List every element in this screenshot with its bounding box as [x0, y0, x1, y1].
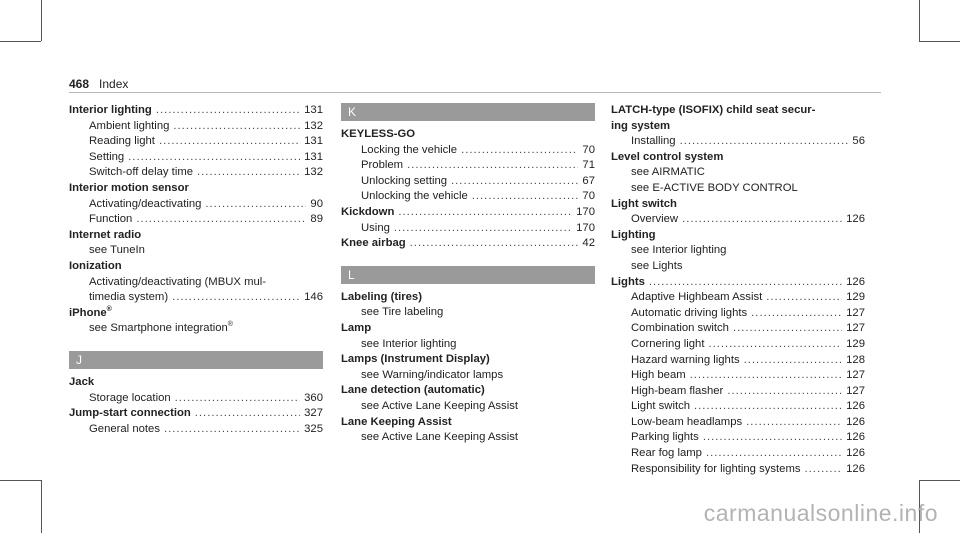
index-subentry: Overview ..... 126	[611, 212, 865, 228]
section-title: Index	[99, 77, 129, 91]
page-link[interactable]: 127	[846, 369, 865, 382]
index-subentry: Setting ..... 131	[69, 150, 323, 166]
index-subentry: Switch-off delay time ..... 132	[69, 165, 323, 181]
page-link[interactable]: 90	[310, 197, 323, 210]
letter-heading-k: K	[341, 103, 595, 121]
index-entry-lane-keeping: Lane Keeping Assist	[341, 415, 452, 428]
see-reference[interactable]: see Interior lighting	[361, 337, 457, 350]
page-link[interactable]: 129	[846, 291, 865, 304]
page-link[interactable]: 127	[846, 306, 865, 319]
page-link[interactable]: 67	[582, 174, 595, 187]
page-link[interactable]: 127	[846, 322, 865, 335]
index-entry-keyless-go: KEYLESS-GO	[341, 128, 416, 140]
page-link[interactable]: 131	[304, 150, 323, 163]
index-subentry: Parking lights ..... 126	[611, 430, 865, 446]
index-subentry: Responsibility for lighting systems ..... 126	[611, 462, 865, 478]
page-link[interactable]: 327	[304, 407, 323, 420]
index-subentry: Ambient lighting ..... 132	[69, 119, 323, 135]
see-reference[interactable]: see Active Lane Keeping Assist	[361, 431, 519, 444]
index-subentry: Combination switch ..... 127	[611, 321, 865, 337]
index-entry-latch: LATCH-type (ISOFIX) child seat secur-	[611, 104, 816, 116]
page-link[interactable]: 89	[310, 213, 323, 226]
index-entry-interior-lighting: Interior lighting ..... 131	[69, 103, 323, 119]
index-subentry: Reading light ..... 131	[69, 134, 323, 150]
index-entry-latch-cont: ing system	[611, 119, 671, 132]
index-subentry: Activating/deactivating (MBUX mul-	[89, 275, 267, 288]
page-link[interactable]: 56	[852, 135, 865, 148]
see-reference[interactable]: see E-ACTIVE BODY CONTROL	[631, 181, 798, 194]
crop-mark	[41, 480, 42, 533]
letter-heading-j: J	[69, 351, 323, 369]
index-entry-internet-radio: Internet radio	[69, 228, 142, 241]
crop-mark	[919, 0, 920, 41]
crop-mark	[0, 41, 41, 42]
index-entry-lighting: Lighting	[611, 228, 656, 241]
index-entry-interior-motion-sensor: Interior motion sensor	[69, 181, 189, 194]
index-subentry: timedia system) ..... 146	[69, 290, 323, 306]
index-subentry: General notes ..... 325	[69, 422, 323, 438]
page-link[interactable]: 132	[304, 166, 323, 179]
crop-mark	[41, 0, 42, 41]
index-subentry: Activating/deactivating ..... 90	[69, 197, 323, 213]
page-link[interactable]: 70	[582, 190, 595, 203]
see-reference[interactable]: see Smartphone integration®	[89, 321, 233, 335]
page-link[interactable]: 132	[304, 119, 323, 132]
see-reference[interactable]: see AIRMATIC	[631, 166, 705, 179]
index-column-2	[341, 103, 595, 446]
page-link[interactable]: 71	[582, 159, 595, 172]
index-subentry: High-beam flasher ..... 127	[611, 384, 865, 400]
index-entry-ionization: Ionization	[69, 259, 122, 272]
page-link[interactable]: 146	[304, 291, 323, 304]
index-subentry: Low-beam headlamps ..... 126	[611, 415, 865, 431]
index-entry-lamps-display: Lamps (Instrument Display)	[341, 353, 490, 366]
page-link[interactable]: 170	[576, 205, 595, 218]
see-reference[interactable]: see Lights	[631, 259, 683, 272]
header-rule	[69, 92, 881, 93]
crop-mark	[919, 480, 960, 481]
index-entry-jump-start: Jump-start connection ..... 327	[69, 406, 323, 422]
index-subentry: Using ..... 170	[341, 221, 595, 237]
index-entry-lights: Lights ..... 126	[611, 275, 865, 291]
letter-heading-l: L	[341, 266, 595, 284]
page-link[interactable]: 127	[846, 384, 865, 397]
page-link[interactable]: 126	[846, 447, 865, 460]
index-subentry: Hazard warning lights ..... 128	[611, 353, 865, 369]
index-subentry: Locking the vehicle ..... 70	[341, 143, 595, 159]
page-link[interactable]: 126	[846, 462, 865, 475]
see-reference[interactable]: see Warning/indicator lamps	[361, 368, 504, 381]
index-subentry: Light switch ..... 126	[611, 399, 865, 415]
index-column-3	[611, 103, 865, 477]
index-entry-light-switch: Light switch	[611, 197, 677, 210]
index-column-1	[69, 103, 323, 437]
page-link[interactable]: 128	[846, 353, 865, 366]
index-subentry: Storage location ..... 360	[69, 391, 323, 407]
index-entry-labeling: Labeling (tires)	[341, 290, 422, 303]
page-link[interactable]: 126	[846, 400, 865, 413]
see-reference[interactable]: see Interior lighting	[631, 244, 727, 257]
page-link[interactable]: 360	[304, 391, 323, 404]
index-subentry: Automatic driving lights ..... 127	[611, 306, 865, 322]
index-subentry: Adaptive Highbeam Assist ..... 129	[611, 290, 865, 306]
page-number: 468	[69, 77, 90, 91]
page-link[interactable]: 126	[846, 431, 865, 444]
index-subentry: Installing ..... 56	[611, 134, 865, 150]
index-entry-level-control: Level control system	[611, 150, 724, 163]
index-subentry: High beam ..... 127	[611, 368, 865, 384]
page-link[interactable]: 170	[576, 221, 595, 234]
index-entry-knee-airbag: Knee airbag ..... 42	[341, 236, 595, 252]
index-subentry: Function ..... 89	[69, 212, 323, 228]
see-reference[interactable]: see Tire labeling	[361, 306, 444, 319]
page-link[interactable]: 126	[846, 213, 865, 226]
index-entry-kickdown: Kickdown ..... 170	[341, 205, 595, 221]
page-link[interactable]: 126	[846, 415, 865, 428]
index-entry-jack: Jack	[69, 375, 95, 388]
page-link[interactable]: 131	[304, 135, 323, 148]
index-entry-lamp: Lamp	[341, 321, 372, 334]
page-header	[69, 77, 128, 91]
crop-mark	[919, 41, 960, 42]
page-link[interactable]: 325	[304, 422, 323, 435]
page-link[interactable]: 42	[582, 237, 595, 250]
page-link[interactable]: 70	[582, 143, 595, 156]
index-subentry: Problem ..... 71	[341, 158, 595, 174]
index-subentry: Rear fog lamp ..... 126	[611, 446, 865, 462]
index-entry-lane-detection: Lane detection (automatic)	[341, 384, 485, 397]
index-subentry: Unlocking the vehicle ..... 70	[341, 189, 595, 205]
index-entry-iphone: iPhone®	[69, 305, 112, 319]
page-link[interactable]: 129	[846, 337, 865, 350]
index-subentry: Cornering light ..... 129	[611, 337, 865, 353]
see-reference[interactable]: see Active Lane Keeping Assist	[361, 399, 519, 412]
page-link[interactable]: 131	[304, 104, 323, 116]
crop-mark	[0, 480, 41, 481]
index-subentry: Unlocking setting ..... 67	[341, 174, 595, 190]
page-link[interactable]: 126	[846, 275, 865, 288]
watermark: carmanualsonline.info	[703, 500, 938, 526]
see-reference[interactable]: see TuneIn	[89, 244, 145, 257]
